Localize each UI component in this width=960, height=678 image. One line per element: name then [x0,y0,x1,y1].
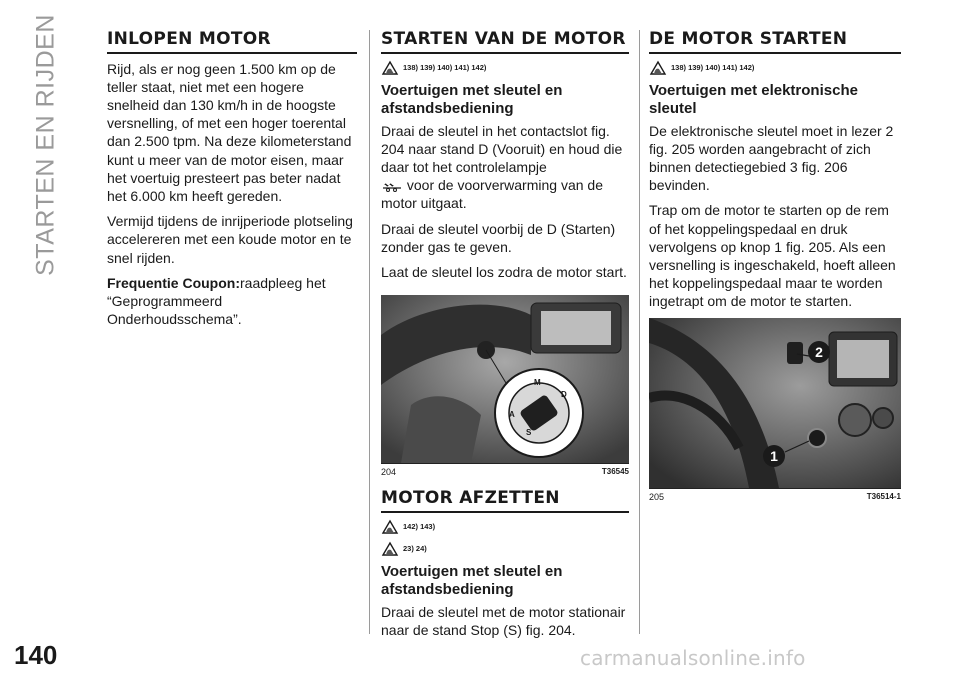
paragraph: Laat de sleutel los zodra de motor start. [381,264,627,280]
paragraph: Rijd, als er nog geen 1.500 km op de teller staat, niet met een hogere snelheid dan 130 km/h in de hoogste versnelling, of met een hoger toerental dan 2.500 tpm. Na deze kilometerstand kunt u meer van de motor eisen, maar het voertuig presteert pas beter nadat het 6.000 km heeft gereden. [107,60,352,204]
caution-hand-icon [381,541,399,557]
preheat-lamp-icon [381,181,403,193]
paragraph: Trap om de motor te starten op de rem of het koppelingspedaal en druk vervolgens op knop 1 fig. 205. Als een versnelling is ingeschakeld, hoeft alleen het koppelingspedaal maar te worden ingetrapt om de motor te starten. [649,202,896,310]
section-heading: INLOPEN MOTOR [107,30,357,54]
subheading: Voertuigen met sleutel en afstandsbediening [381,562,563,598]
paragraph-text: raadpleeg het “Geprogrammeerd Onderhoudsschema”. [107,274,326,328]
figure-number: 205 [649,491,665,502]
callout-number: 1 [770,447,778,464]
dial-letter: S [526,428,532,438]
paragraph: De elektronische sleutel moet in lezer 2 fig. 205 worden aangebracht of zich binnen detectiegebied 3 fig. 206 bevinden. [649,122,894,194]
bold-label: Frequentie Coupon: [107,274,240,291]
paragraph [107,274,357,329]
figure-ignition-switch [381,295,629,464]
paragraph: Draai de sleutel met de motor stationair naar de stand Stop (S) fig. 204. [381,603,626,639]
paragraph: Draai de sleutel in het contactslot fig. 204 naar stand D (Vooruit) en houd die daar tot het controlelampje voor de voorverwarming van de motor uitgaat. [381,122,623,212]
figure-caption [381,467,629,477]
section-starten-van-de-motor [381,30,629,646]
page-number: 140 [14,640,58,670]
callout-number: 2 [815,343,823,360]
warning-reference: 142) 143) [381,519,629,535]
warning-hand-icon [381,60,399,76]
subheading: Voertuigen met elektronische sleutel [649,81,858,117]
warning-reference: 23) 24) [381,541,629,557]
figure-code: T36545 [601,467,629,477]
warning-hand-icon [381,519,399,535]
figure-code: T36514-1 [866,491,901,501]
section-de-motor-starten [649,30,901,514]
column-divider [639,30,640,634]
section-heading: MOTOR AFZETTEN [381,489,629,513]
start-button-photo [649,318,901,488]
dial-letter: D [561,390,567,400]
figure-number: 204 [381,467,397,478]
paragraph: Vermijd tijdens de inrijperiode plotseling accelereren met een koude motor en te snel rijden. [107,213,353,266]
warning-reference: 138) 139) 140) 141) 142) [649,60,901,76]
paragraph: Draai de sleutel voorbij de D (Starten) zonder gas te geven. [381,220,616,255]
dial-letter: A [509,410,515,420]
column-divider [369,30,370,634]
section-inlopen-motor [107,30,357,335]
warning-reference: 138) 139) 140) 141) 142) [381,60,629,76]
section-heading: DE MOTOR STARTEN [649,30,901,54]
ignition-photo [381,295,629,463]
warning-hand-icon [649,60,667,76]
footer-watermark[interactable]: carmanualsonline.info [580,646,806,670]
figure-start-button [649,318,901,489]
side-section-title: STARTEN EN RIJDEN [31,14,60,276]
figure-caption [649,492,901,502]
dial-letter: M [534,378,541,388]
section-heading: STARTEN VAN DE MOTOR [381,30,629,54]
subheading: Voertuigen met sleutel en afstandsbediening [381,81,563,117]
